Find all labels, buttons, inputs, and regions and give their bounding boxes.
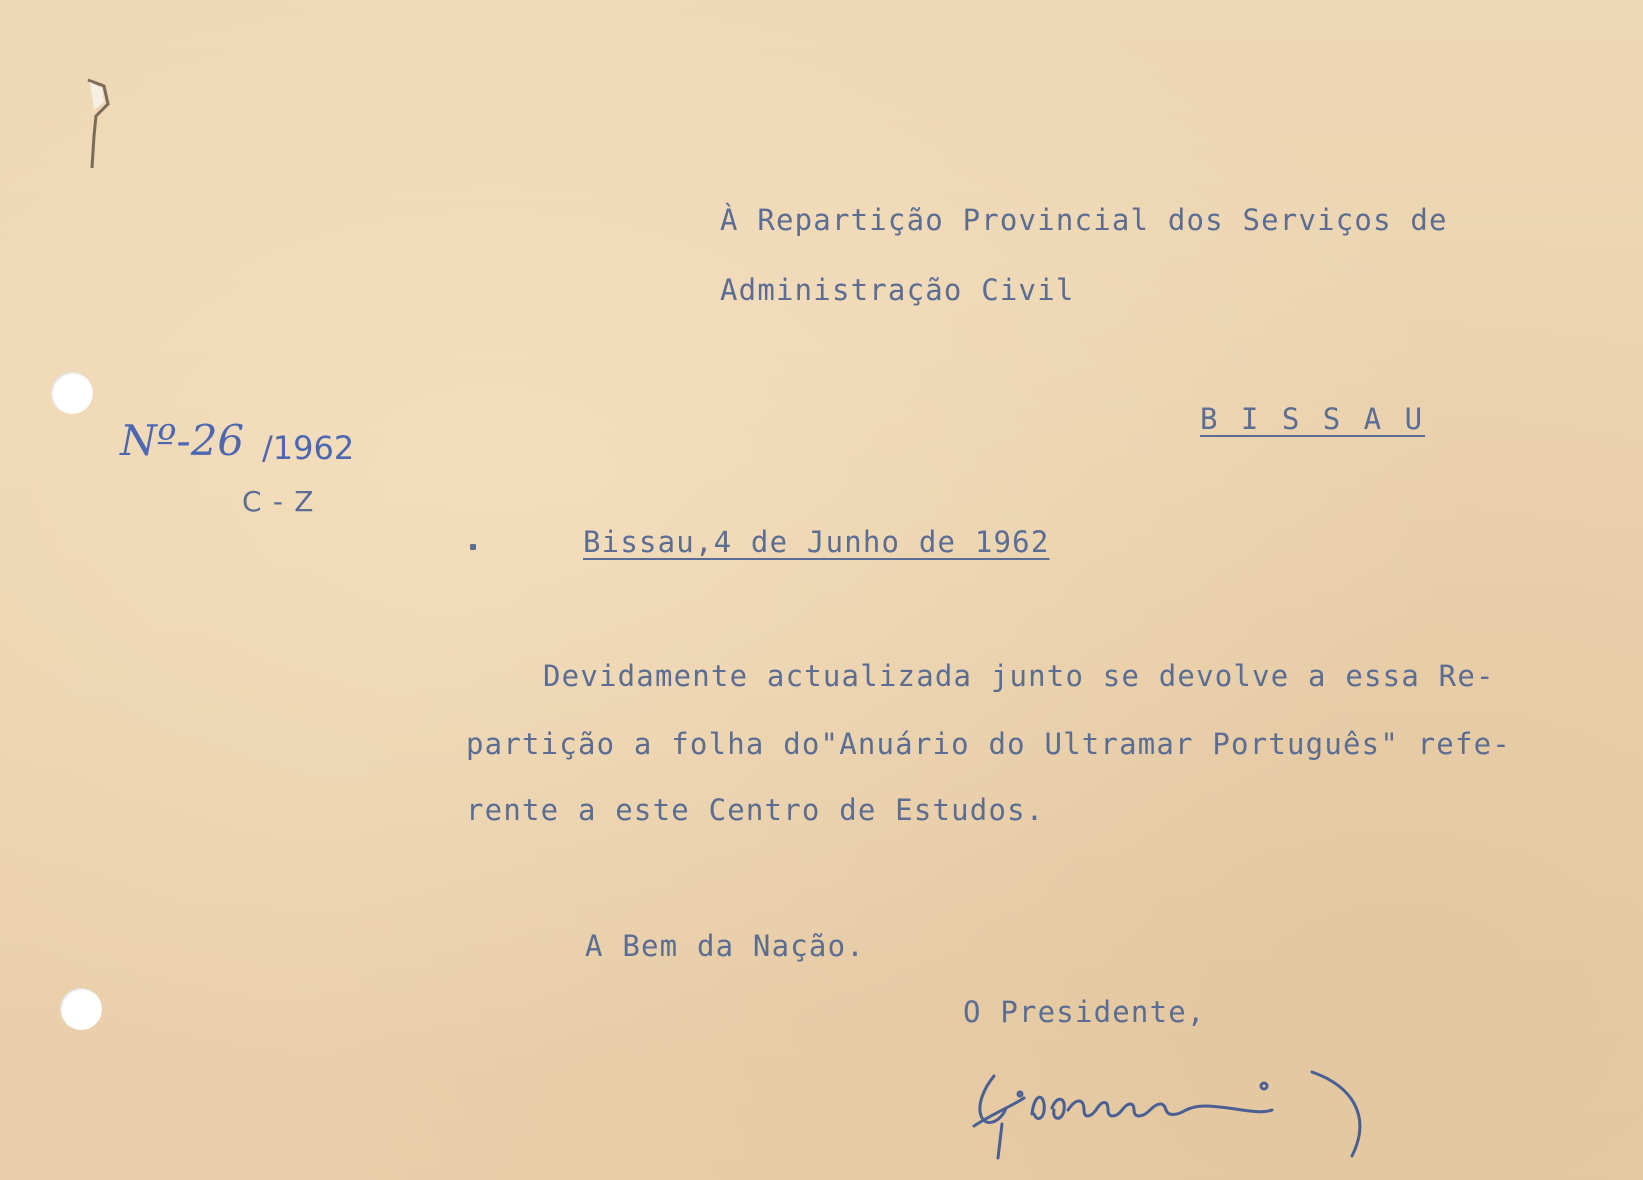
addressee-line-1: À Repartição Provincial dos Serviços de bbox=[720, 203, 1448, 237]
reference-code: C - Z bbox=[242, 485, 315, 518]
signatory-title: O Presidente, bbox=[963, 995, 1206, 1029]
margin-mark bbox=[470, 544, 476, 550]
addressee-city: B I S S A U bbox=[1200, 402, 1426, 436]
addressee-line-2: Administração Civil bbox=[720, 273, 1075, 307]
date-line: Bissau,4 de Junho de 1962 bbox=[583, 525, 1050, 559]
punch-hole-bottom bbox=[60, 988, 102, 1030]
reference-number: Nº-26 bbox=[120, 416, 245, 465]
body-line-3: rente a este Centro de Estudos. bbox=[466, 793, 1045, 827]
body-line-1: Devidamente actualizada junto se devolve a essa Re- bbox=[543, 659, 1495, 693]
handwritten-signature bbox=[972, 1066, 1432, 1166]
body-line-2: partição a folha do"Anuário do Ultramar Português" refe- bbox=[466, 727, 1511, 761]
punch-hole-top bbox=[51, 372, 93, 414]
reference-year: /1962 bbox=[262, 429, 355, 467]
staple-mark bbox=[82, 76, 118, 176]
closing-salutation: A Bem da Nação. bbox=[585, 929, 865, 963]
